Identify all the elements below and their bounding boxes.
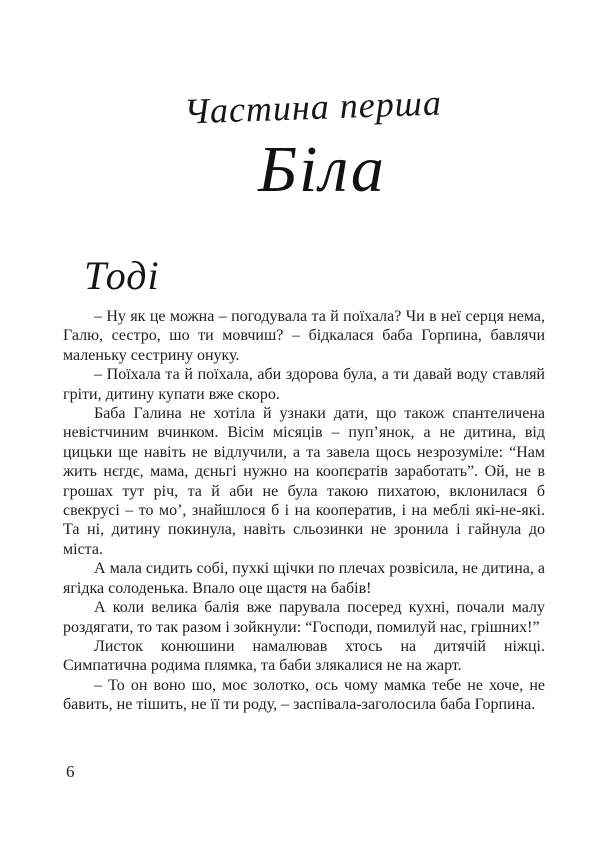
page-number: 6 <box>66 762 75 781</box>
paragraph: А коли велика балія вже парувала посеред кухні, почали малу роздягати, то так разом і зойкнули: “Господи, помилуй нас, грішних!” <box>63 599 545 636</box>
paragraph: – Ну як це можна – погодувала та й поїхала? Чи в неї серця нема, Галю, сестро, шо ти мовчиш? – бідкалася баба Горпина, бавлячи маленьку сестрину онуку. <box>63 308 545 364</box>
paragraph: – Поїхала та й поїхала, аби здорова була, а ти давай воду ставляй гріти, дитину купати вже скоро. <box>63 366 545 403</box>
section-heading: Тоді <box>84 253 160 298</box>
part-name-title: Біла <box>258 133 386 206</box>
paragraph: – То он воно шо, моє золотко, ось чому мамка тебе не хоче, не бавить, не тішить, не її ти роду, – заспівала-заголосила баба Горпина. <box>63 676 545 714</box>
paragraph: А мала сидить собі, пухкі щічки по плечах розвісила, не дитина, а ягідка солоденька. Впало оце щастя на бабів! <box>63 560 545 597</box>
paragraph: Баба Галина не хотіла й узнаки дати, що також спантеличена невістчиним вчинком. Вісім місяців – пуп’янок, а не дитина, від цицьки ще навіть не відлучили, а та завела щось незрозуміле: “Нам жить нєгдє, мама, дєньгі нужно на коопєратів заработать”. Ой, не в грошах тут річ, та й аби не була такою пихатою, вклонилася б свекрусі – то мо’, знайшлося б і на кооператив, і на меблі які-не-які. Та ні, дитину покинула, навіть сльозинки не зронила і гайнула до міста. <box>63 405 545 558</box>
paragraph: Листок конюшини намалював хтось на дитячій ніжці. Симпатична родима плямка, та баби злякалися не на жарт. <box>63 637 545 675</box>
body-text <box>63 307 545 715</box>
part-title: Частина перша <box>183 82 443 132</box>
